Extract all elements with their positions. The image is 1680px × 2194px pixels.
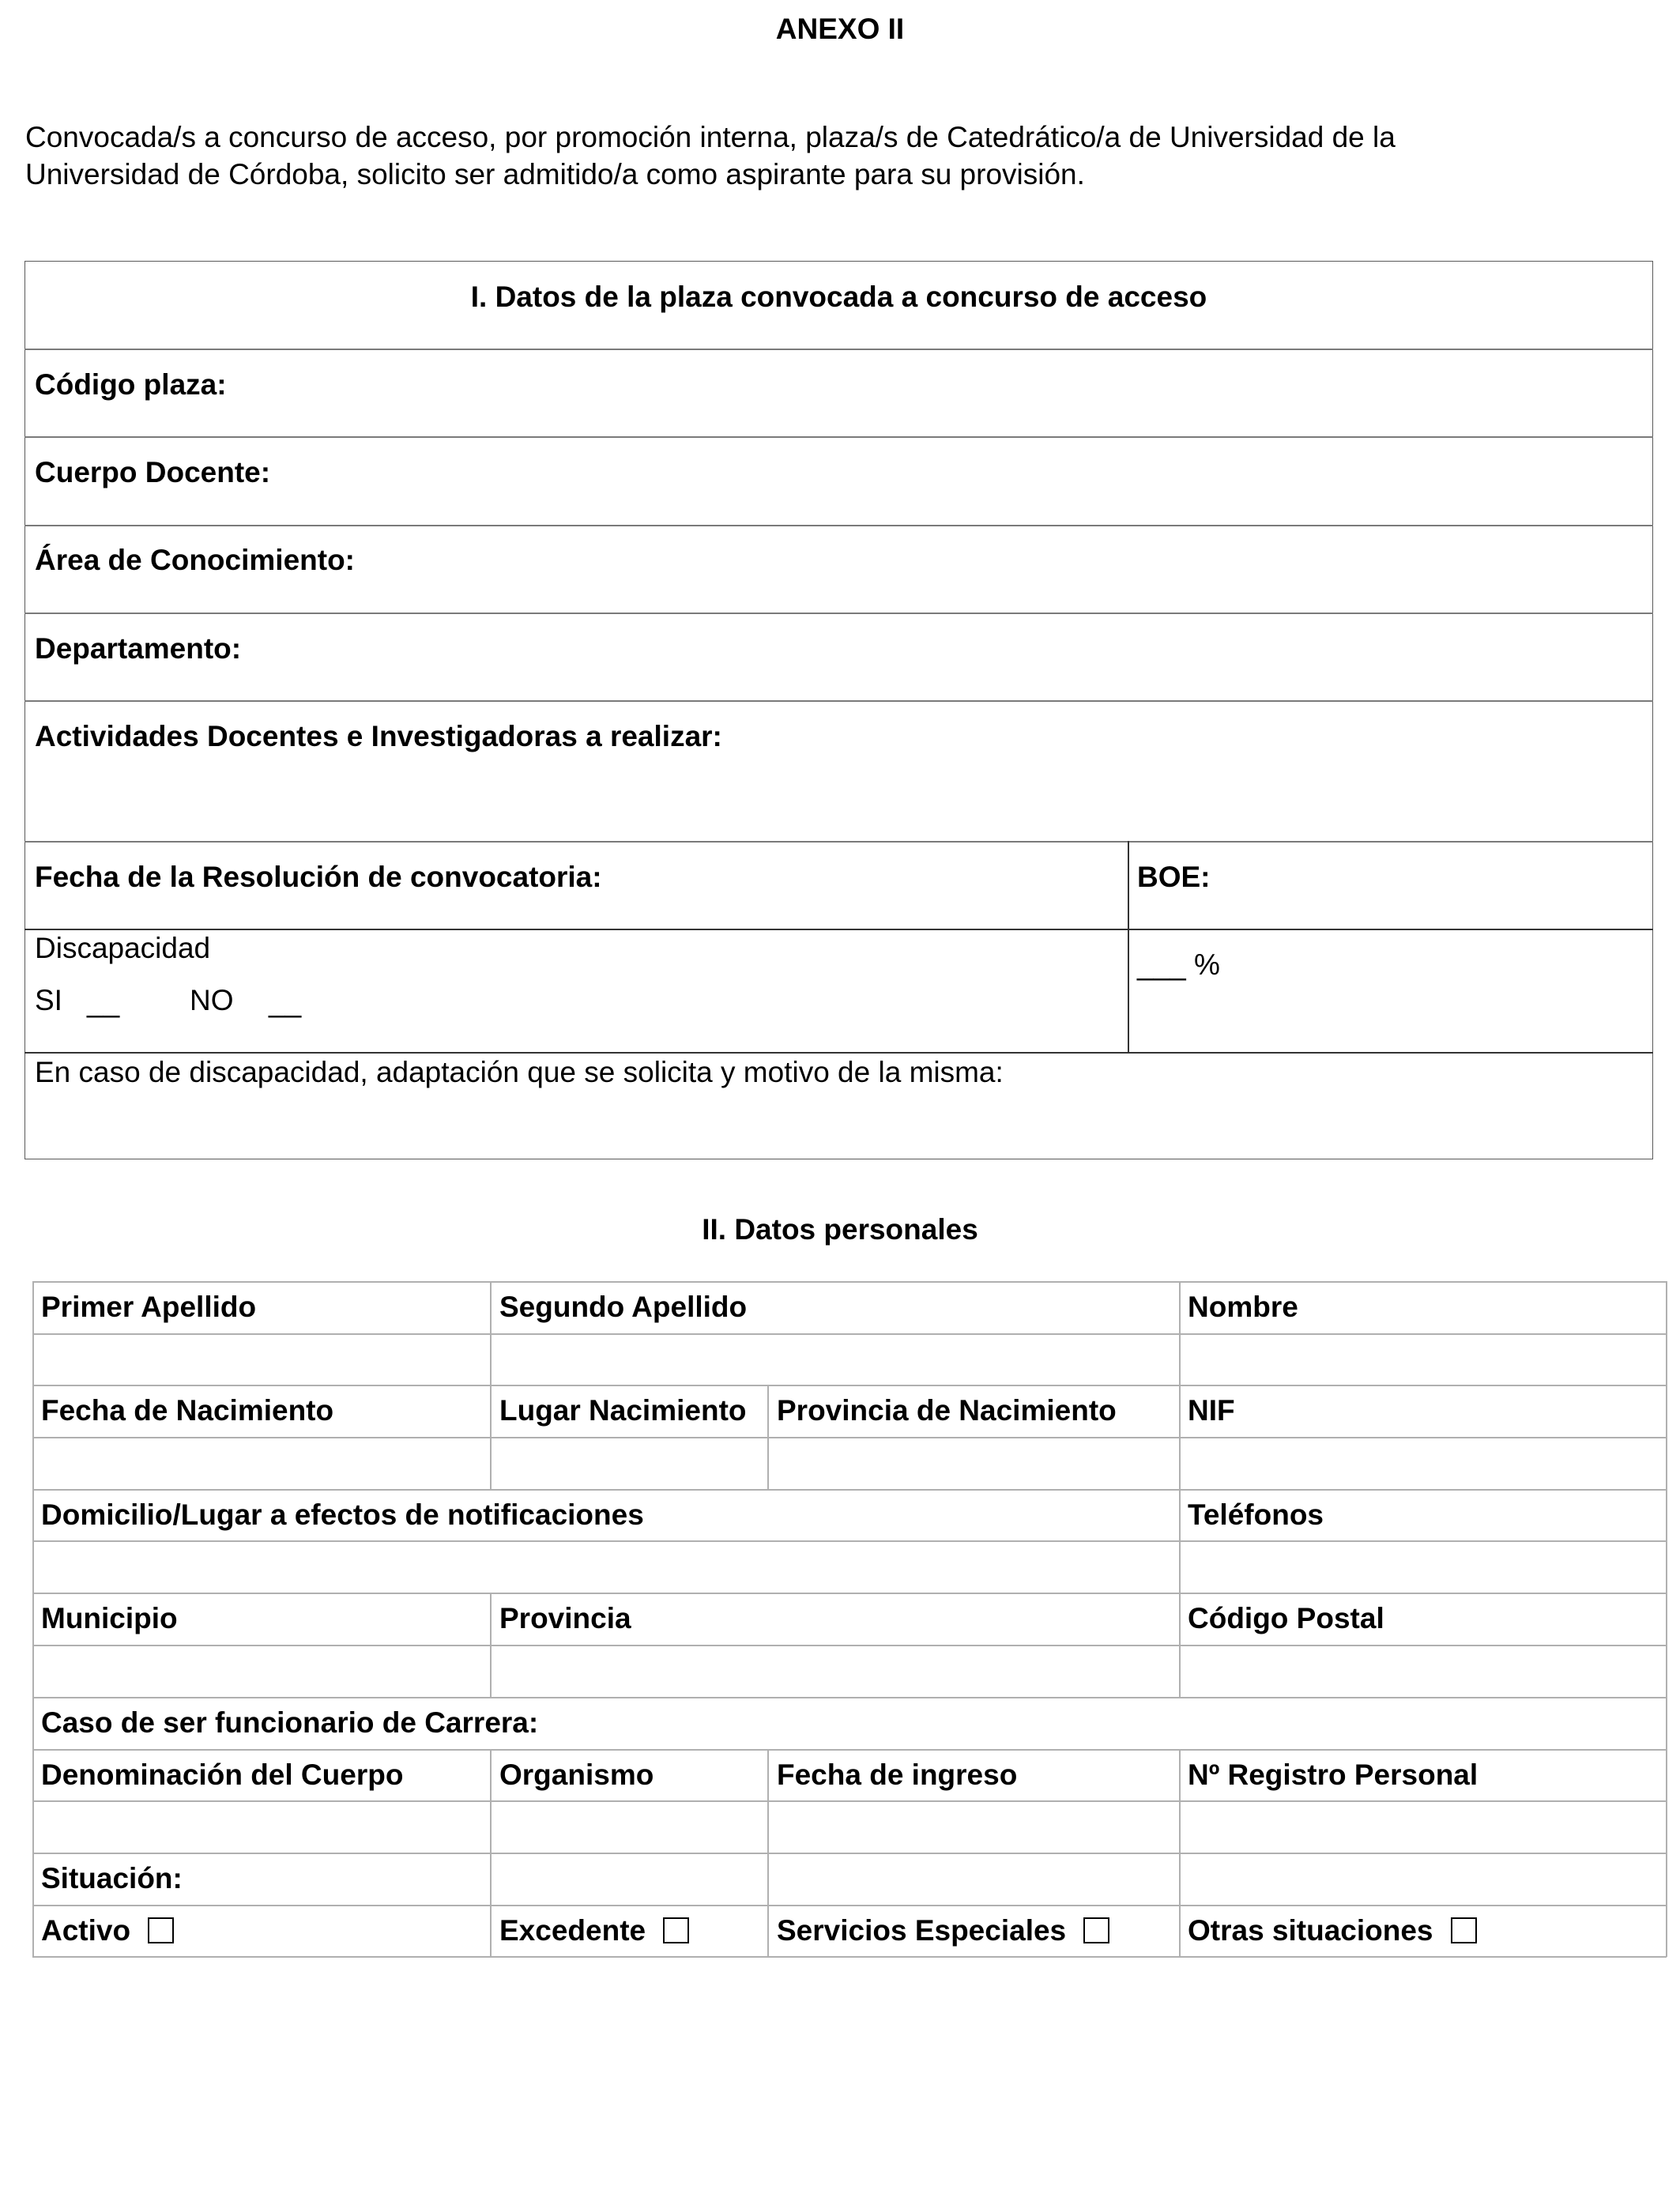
municipio-label: Municipio bbox=[41, 1602, 178, 1634]
grid-line bbox=[490, 1593, 492, 1697]
fecha-ingreso-label: Fecha de ingreso bbox=[777, 1759, 1018, 1791]
primer-apellido-label: Primer Apellido bbox=[41, 1291, 257, 1323]
section1-heading: I. Datos de la plaza convocada a concurso de acceso bbox=[470, 281, 1207, 313]
grid-line bbox=[32, 1281, 1667, 1283]
grid-line bbox=[1179, 1749, 1181, 1957]
discapacidad-si-label: SI bbox=[35, 984, 62, 1016]
actividades-label: Actividades Docentes e Investigadoras a realizar: bbox=[35, 720, 722, 752]
row-divider bbox=[24, 349, 1653, 350]
grid-line bbox=[767, 1385, 769, 1489]
grid-line bbox=[32, 1956, 1667, 1958]
situacion-label: Situación: bbox=[41, 1862, 183, 1894]
area-conocimiento-label: Área de Conocimiento: bbox=[35, 544, 355, 576]
telefonos-label: Teléfonos bbox=[1188, 1498, 1324, 1531]
intro-line-2: Universidad de Córdoba, solicito ser admitido/a como aspirante para su provisión. bbox=[25, 158, 1085, 190]
provincia-label: Provincia bbox=[499, 1602, 631, 1634]
discapacidad-percent[interactable]: ___ % bbox=[1137, 948, 1220, 981]
grid-line bbox=[32, 1749, 1667, 1751]
servicios-checkbox[interactable] bbox=[1083, 1917, 1109, 1943]
grid-line bbox=[32, 1437, 1667, 1438]
grid-line bbox=[32, 1489, 1667, 1491]
discapacidad-no-label: NO bbox=[190, 984, 234, 1016]
row-divider bbox=[24, 700, 1653, 702]
denominacion-label: Denominación del Cuerpo bbox=[41, 1759, 404, 1791]
grid-line bbox=[1666, 1281, 1667, 1957]
organismo-label: Organismo bbox=[499, 1759, 654, 1791]
excedente-checkbox[interactable] bbox=[663, 1917, 689, 1943]
nif-label: NIF bbox=[1188, 1394, 1235, 1427]
discapacidad-no-blank[interactable]: __ bbox=[269, 986, 302, 1018]
intro-line-1: Convocada/s a concurso de acceso, por promoción interna, plaza/s de Catedrático/a de Universidad de la bbox=[25, 121, 1396, 153]
otras-label: Otras situaciones bbox=[1188, 1914, 1433, 1947]
codigo-plaza-label: Código plaza: bbox=[35, 368, 227, 401]
grid-line bbox=[32, 1697, 1667, 1698]
grid-line bbox=[32, 1593, 1667, 1594]
excedente-option bbox=[499, 1913, 689, 1948]
grid-line bbox=[32, 1281, 34, 1957]
adaptacion-label: En caso de discapacidad, adaptación que se solicita y motivo de la misma: bbox=[35, 1056, 1004, 1088]
row-divider bbox=[24, 436, 1653, 438]
row-divider bbox=[24, 929, 1653, 930]
intro-paragraph bbox=[25, 119, 1653, 193]
servicios-option bbox=[777, 1913, 1109, 1948]
section1-table bbox=[24, 261, 1653, 1159]
funcionario-label: Caso de ser funcionario de Carrera: bbox=[41, 1706, 539, 1739]
excedente-label: Excedente bbox=[499, 1914, 646, 1947]
registro-personal-label: Nº Registro Personal bbox=[1188, 1759, 1478, 1791]
grid-line bbox=[490, 1281, 492, 1489]
grid-line bbox=[32, 1853, 1667, 1854]
discapacidad-label: Discapacidad bbox=[35, 932, 211, 964]
fecha-resolucion-label: Fecha de la Resolución de convocatoria: bbox=[35, 861, 602, 893]
departamento-label: Departamento: bbox=[35, 632, 242, 665]
activo-option bbox=[41, 1913, 174, 1948]
discapacidad-si-blank[interactable]: __ bbox=[87, 986, 120, 1018]
col-divider bbox=[1128, 841, 1129, 1053]
grid-line bbox=[32, 1905, 1667, 1906]
grid-line bbox=[32, 1385, 1667, 1386]
cuerpo-docente-label: Cuerpo Docente: bbox=[35, 456, 271, 488]
grid-line bbox=[32, 1333, 1667, 1335]
grid-line bbox=[32, 1645, 1667, 1646]
boe-label: BOE: bbox=[1137, 861, 1211, 893]
lugar-nacimiento-label: Lugar Nacimiento bbox=[499, 1394, 747, 1427]
grid-line bbox=[1179, 1281, 1181, 1698]
provincia-nacimiento-label: Provincia de Nacimiento bbox=[777, 1394, 1117, 1427]
grid-line bbox=[32, 1540, 1667, 1542]
otras-checkbox[interactable] bbox=[1451, 1917, 1477, 1943]
row-divider bbox=[24, 613, 1653, 614]
otras-option bbox=[1188, 1913, 1477, 1948]
codigo-postal-label: Código Postal bbox=[1188, 1602, 1384, 1634]
activo-label: Activo bbox=[41, 1914, 131, 1947]
row-divider bbox=[24, 841, 1653, 843]
grid-line bbox=[767, 1749, 769, 1957]
fecha-nacimiento-label: Fecha de Nacimiento bbox=[41, 1394, 334, 1427]
row-divider bbox=[24, 1052, 1653, 1054]
section2-heading: II. Datos personales bbox=[702, 1213, 978, 1246]
segundo-apellido-label: Segundo Apellido bbox=[499, 1291, 748, 1323]
activo-checkbox[interactable] bbox=[148, 1917, 174, 1943]
servicios-label: Servicios Especiales bbox=[777, 1914, 1067, 1947]
row-divider bbox=[24, 525, 1653, 526]
document-title: ANEXO II bbox=[775, 13, 905, 45]
nombre-label: Nombre bbox=[1188, 1291, 1298, 1323]
grid-line bbox=[32, 1800, 1667, 1802]
grid-line bbox=[490, 1749, 492, 1957]
domicilio-label: Domicilio/Lugar a efectos de notificaciones bbox=[41, 1498, 644, 1531]
